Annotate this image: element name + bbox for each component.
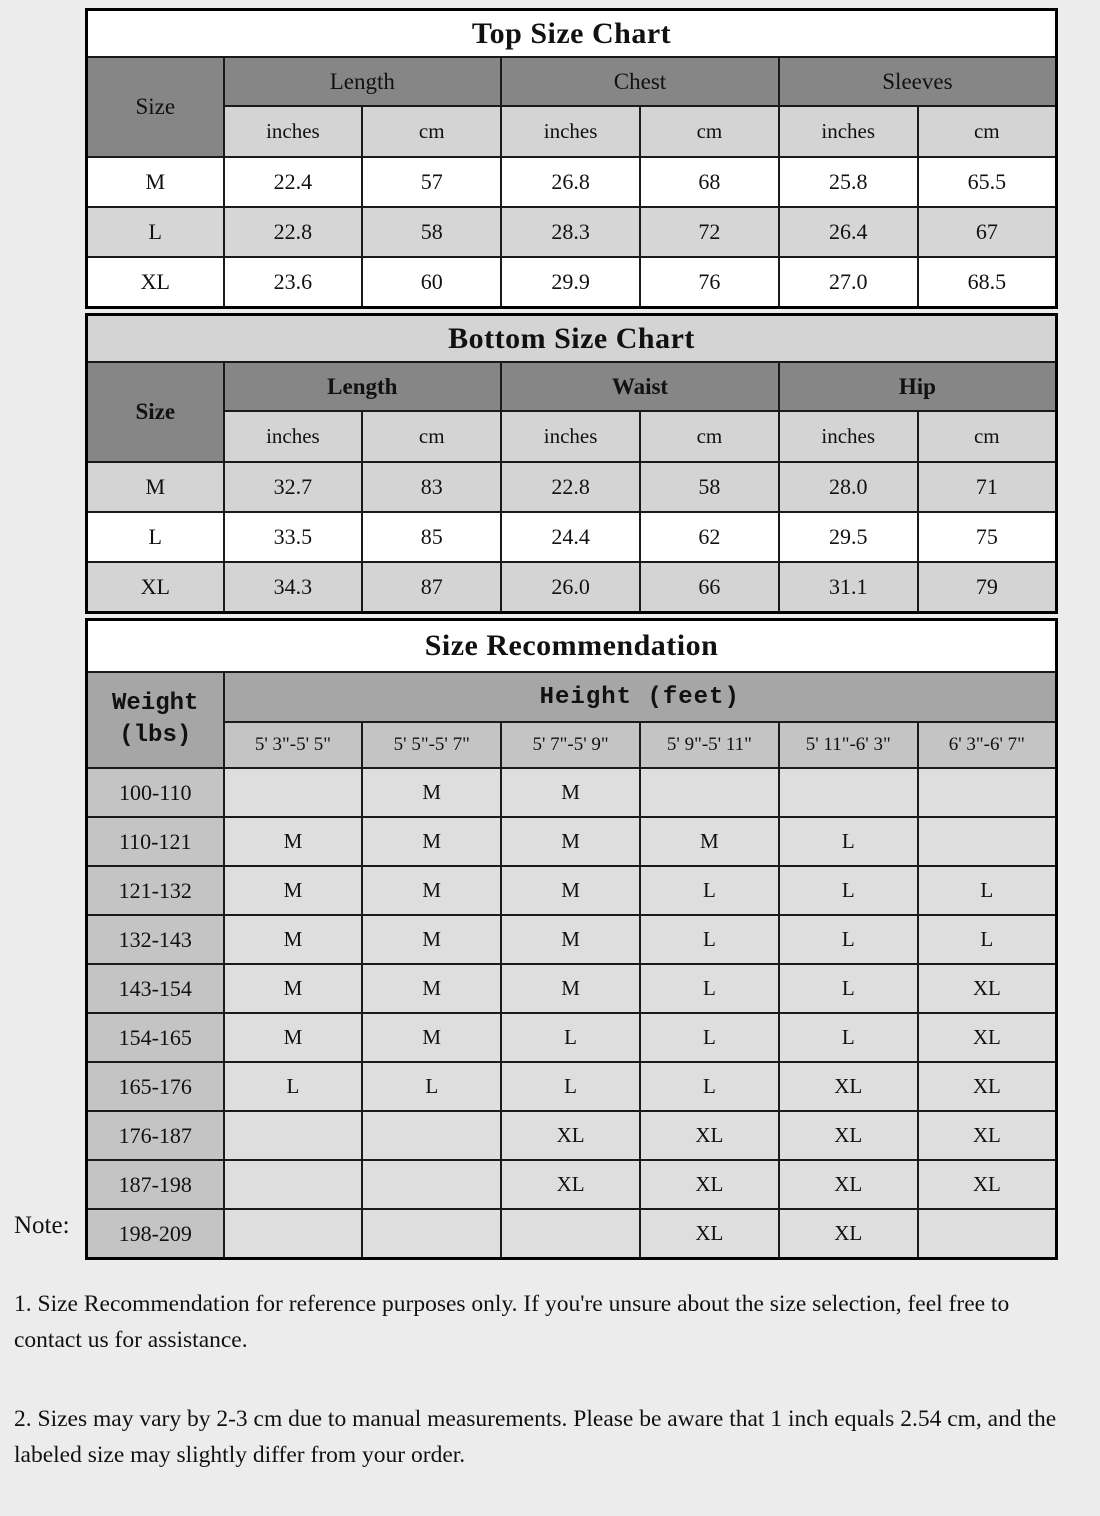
height-range-row xyxy=(87,722,1057,768)
recommended-size-cell: L xyxy=(640,866,779,915)
value-cell: 79 xyxy=(918,562,1057,613)
top-chart-title: Top Size Chart xyxy=(87,10,1057,58)
recommended-size-cell: L xyxy=(779,964,918,1013)
weight-range-cell: 154-165 xyxy=(87,1013,224,1062)
value-cell: 29.5 xyxy=(779,512,918,562)
weight-range-cell: 121-132 xyxy=(87,866,224,915)
value-cell: 76 xyxy=(640,257,779,308)
weight-header-line2: (lbs) xyxy=(119,722,192,749)
recommended-size-cell: L xyxy=(640,964,779,1013)
value-cell: 26.4 xyxy=(779,207,918,257)
weight-range-cell: 100-110 xyxy=(87,768,224,817)
table-row xyxy=(87,1209,1057,1259)
bottom-chart-title: Bottom Size Chart xyxy=(87,315,1057,363)
value-cell: 83 xyxy=(362,462,501,512)
recommended-size-cell: L xyxy=(918,866,1057,915)
recommended-size-cell: XL xyxy=(640,1160,779,1209)
table-row xyxy=(87,257,1057,308)
recommended-size-cell: M xyxy=(224,915,363,964)
recommended-size-cell: XL xyxy=(918,1160,1057,1209)
recommended-size-cell: M xyxy=(501,768,640,817)
recommended-size-cell: M xyxy=(362,866,501,915)
note-item-2: 2. Sizes may vary by 2-3 cm due to manual measurements. Please be aware that 1 inch equals 2.54 cm, and the labeled size may slightly differ from your order. xyxy=(14,1405,1057,1469)
height-range-header: 6' 3"-6' 7" xyxy=(918,722,1057,768)
recommended-size-cell: M xyxy=(224,1013,363,1062)
size-cell: L xyxy=(87,207,224,257)
value-cell: 57 xyxy=(362,157,501,207)
recommended-size-cell xyxy=(501,1209,640,1259)
value-cell: 65.5 xyxy=(918,157,1057,207)
value-cell: 58 xyxy=(362,207,501,257)
recommended-size-cell: L xyxy=(779,817,918,866)
value-cell: 33.5 xyxy=(224,512,363,562)
waist-group-header: Waist xyxy=(501,362,779,411)
value-cell: 24.4 xyxy=(501,512,640,562)
unit-cm-header: cm xyxy=(640,411,779,462)
recommended-size-cell: L xyxy=(779,866,918,915)
recommended-size-cell xyxy=(224,1111,363,1160)
recommended-size-cell: L xyxy=(501,1062,640,1111)
recommended-size-cell xyxy=(779,768,918,817)
value-cell: 60 xyxy=(362,257,501,308)
height-range-header: 5' 5"-5' 7" xyxy=(362,722,501,768)
group-header-row xyxy=(87,57,1057,106)
table-row xyxy=(87,207,1057,257)
value-cell: 58 xyxy=(640,462,779,512)
weight-range-cell: 110-121 xyxy=(87,817,224,866)
weight-column-header xyxy=(87,672,224,768)
size-cell: XL xyxy=(87,562,224,613)
recommended-size-cell: M xyxy=(501,817,640,866)
recommended-size-cell: XL xyxy=(640,1209,779,1259)
top-size-chart-table xyxy=(85,8,1058,309)
recommended-size-cell: XL xyxy=(501,1111,640,1160)
recommended-size-cell: M xyxy=(501,964,640,1013)
unit-inches-header: inches xyxy=(224,106,363,157)
unit-cm-header: cm xyxy=(918,411,1057,462)
note-label: Note: xyxy=(14,1212,70,1239)
recommended-size-cell: L xyxy=(779,1013,918,1062)
table-row xyxy=(87,866,1057,915)
recommended-size-cell: M xyxy=(501,866,640,915)
table-row xyxy=(87,1111,1057,1160)
value-cell: 68 xyxy=(640,157,779,207)
weight-range-cell: 187-198 xyxy=(87,1160,224,1209)
recommended-size-cell xyxy=(918,1209,1057,1259)
value-cell: 26.0 xyxy=(501,562,640,613)
value-cell: 32.7 xyxy=(224,462,363,512)
value-cell: 26.8 xyxy=(501,157,640,207)
unit-header-row xyxy=(87,411,1057,462)
recommended-size-cell: XL xyxy=(918,1062,1057,1111)
value-cell: 22.4 xyxy=(224,157,363,207)
weight-range-cell: 176-187 xyxy=(87,1111,224,1160)
recommended-size-cell: M xyxy=(224,866,363,915)
notes-block xyxy=(14,1286,1076,1516)
recommended-size-cell xyxy=(362,1111,501,1160)
recommended-size-cell xyxy=(918,817,1057,866)
table-row xyxy=(87,1062,1057,1111)
unit-cm-header: cm xyxy=(362,106,501,157)
length-group-header: Length xyxy=(224,362,502,411)
value-cell: 25.8 xyxy=(779,157,918,207)
weight-range-cell: 165-176 xyxy=(87,1062,224,1111)
weight-range-cell: 132-143 xyxy=(87,915,224,964)
recommended-size-cell: L xyxy=(640,915,779,964)
height-header-row xyxy=(87,672,1057,722)
unit-header-row xyxy=(87,106,1057,157)
recommended-size-cell: L xyxy=(918,915,1057,964)
recommended-size-cell: L xyxy=(640,1013,779,1062)
unit-cm-header: cm xyxy=(362,411,501,462)
size-recommendation-table xyxy=(85,618,1058,1260)
recommended-size-cell: M xyxy=(362,817,501,866)
unit-cm-header: cm xyxy=(918,106,1057,157)
recommended-size-cell: M xyxy=(362,915,501,964)
size-cell: L xyxy=(87,512,224,562)
recommended-size-cell: XL xyxy=(779,1111,918,1160)
value-cell: 85 xyxy=(362,512,501,562)
unit-inches-header: inches xyxy=(779,106,918,157)
chest-group-header: Chest xyxy=(501,57,779,106)
recommended-size-cell: XL xyxy=(501,1160,640,1209)
recommended-size-cell: M xyxy=(362,1013,501,1062)
size-charts-stack xyxy=(85,8,1058,1264)
unit-cm-header: cm xyxy=(640,106,779,157)
table-row xyxy=(87,157,1057,207)
recommended-size-cell: L xyxy=(224,1062,363,1111)
recommended-size-cell xyxy=(224,1209,363,1259)
recommended-size-cell xyxy=(918,768,1057,817)
value-cell: 75 xyxy=(918,512,1057,562)
value-cell: 28.3 xyxy=(501,207,640,257)
recommended-size-cell xyxy=(362,1160,501,1209)
recommended-size-cell xyxy=(224,768,363,817)
height-group-header: Height (feet) xyxy=(224,672,1057,722)
value-cell: 72 xyxy=(640,207,779,257)
hip-group-header: Hip xyxy=(779,362,1057,411)
size-cell: M xyxy=(87,462,224,512)
height-range-header: 5' 9"-5' 11" xyxy=(640,722,779,768)
height-range-header: 5' 7"-5' 9" xyxy=(501,722,640,768)
size-cell: M xyxy=(87,157,224,207)
recommended-size-cell: M xyxy=(224,817,363,866)
recommended-size-cell: XL xyxy=(918,964,1057,1013)
unit-inches-header: inches xyxy=(501,106,640,157)
recommended-size-cell: L xyxy=(501,1013,640,1062)
value-cell: 67 xyxy=(918,207,1057,257)
size-cell: XL xyxy=(87,257,224,308)
recommended-size-cell: M xyxy=(640,817,779,866)
unit-inches-header: inches xyxy=(224,411,363,462)
value-cell: 29.9 xyxy=(501,257,640,308)
size-column-header: Size xyxy=(87,57,224,157)
table-title-row xyxy=(87,620,1057,673)
sleeves-group-header: Sleeves xyxy=(779,57,1057,106)
recommended-size-cell: M xyxy=(362,768,501,817)
table-row xyxy=(87,462,1057,512)
value-cell: 66 xyxy=(640,562,779,613)
recommended-size-cell: L xyxy=(362,1062,501,1111)
recommended-size-cell: XL xyxy=(779,1062,918,1111)
recommended-size-cell: M xyxy=(224,964,363,1013)
weight-range-cell: 143-154 xyxy=(87,964,224,1013)
value-cell: 27.0 xyxy=(779,257,918,308)
weight-header-line1: Weight xyxy=(112,689,199,717)
recommended-size-cell xyxy=(362,1209,501,1259)
recommended-size-cell: L xyxy=(640,1062,779,1111)
recommended-size-cell: M xyxy=(501,915,640,964)
value-cell: 68.5 xyxy=(918,257,1057,308)
length-group-header: Length xyxy=(224,57,502,106)
recommended-size-cell: L xyxy=(779,915,918,964)
recommendation-title: Size Recommendation xyxy=(87,620,1057,673)
table-row xyxy=(87,768,1057,817)
size-column-header: Size xyxy=(87,362,224,462)
unit-inches-header: inches xyxy=(779,411,918,462)
table-row xyxy=(87,562,1057,613)
value-cell: 28.0 xyxy=(779,462,918,512)
recommended-size-cell: XL xyxy=(779,1209,918,1259)
recommended-size-cell: XL xyxy=(918,1013,1057,1062)
weight-range-cell: 198-209 xyxy=(87,1209,224,1259)
table-row xyxy=(87,964,1057,1013)
group-header-row xyxy=(87,362,1057,411)
height-range-header: 5' 11"-6' 3" xyxy=(779,722,918,768)
value-cell: 31.1 xyxy=(779,562,918,613)
table-row xyxy=(87,817,1057,866)
recommended-size-cell xyxy=(224,1160,363,1209)
unit-inches-header: inches xyxy=(501,411,640,462)
note-item-1: 1. Size Recommendation for reference purposes only. If you're unsure about the size selection, feel free to contact us for assistance. xyxy=(14,1291,1010,1354)
recommended-size-cell: M xyxy=(362,964,501,1013)
bottom-size-chart-table xyxy=(85,313,1058,614)
table-title-row xyxy=(87,315,1057,363)
value-cell: 87 xyxy=(362,562,501,613)
table-title-row xyxy=(87,10,1057,58)
table-row xyxy=(87,1160,1057,1209)
recommended-size-cell: XL xyxy=(640,1111,779,1160)
table-row xyxy=(87,1013,1057,1062)
table-row xyxy=(87,915,1057,964)
table-row xyxy=(87,512,1057,562)
recommended-size-cell: XL xyxy=(918,1111,1057,1160)
height-range-header: 5' 3"-5' 5" xyxy=(224,722,363,768)
value-cell: 23.6 xyxy=(224,257,363,308)
value-cell: 71 xyxy=(918,462,1057,512)
value-cell: 22.8 xyxy=(501,462,640,512)
recommended-size-cell xyxy=(640,768,779,817)
value-cell: 34.3 xyxy=(224,562,363,613)
value-cell: 22.8 xyxy=(224,207,363,257)
value-cell: 62 xyxy=(640,512,779,562)
recommended-size-cell: XL xyxy=(779,1160,918,1209)
